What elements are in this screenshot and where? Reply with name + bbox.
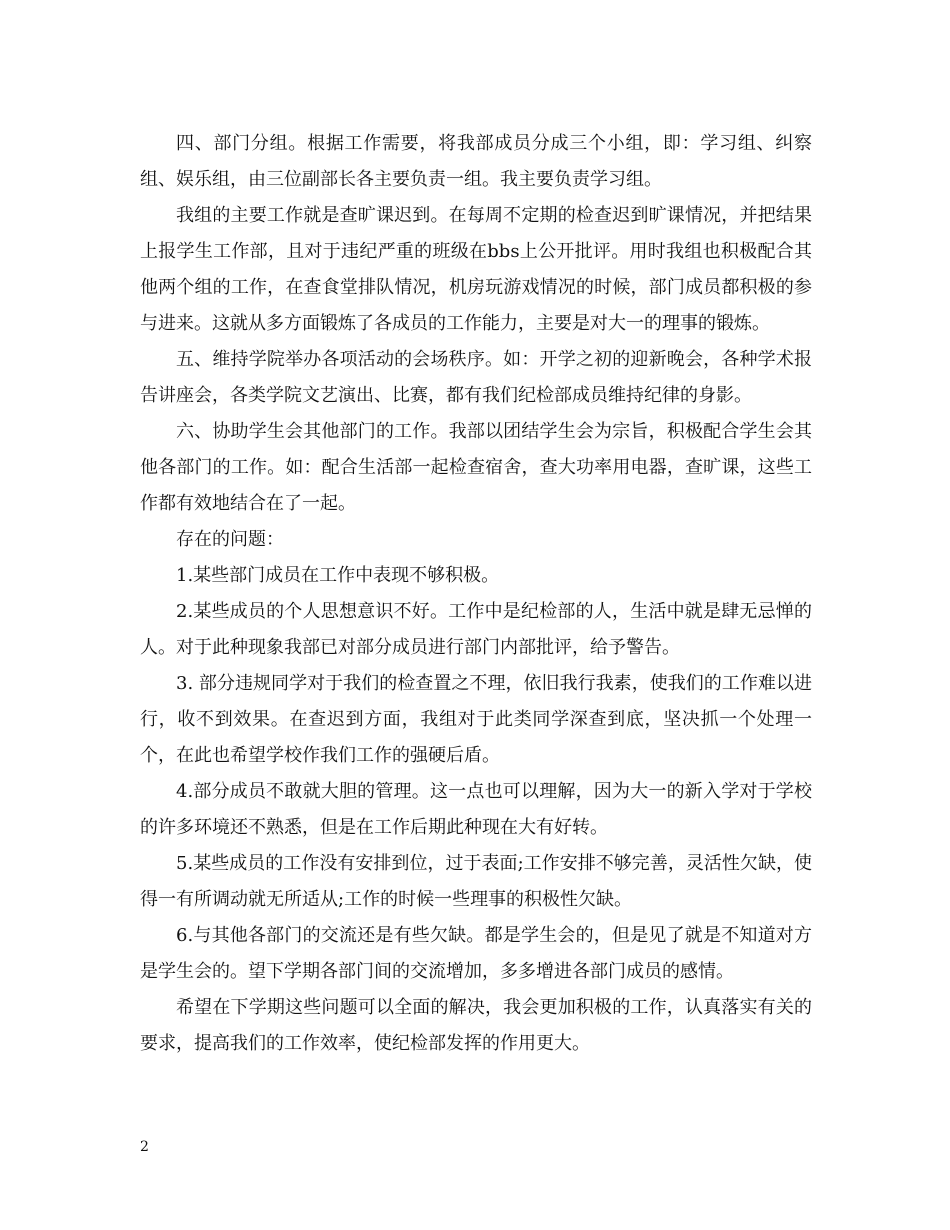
- document-body: [140, 126, 812, 1062]
- paragraph-problems-heading: 存在的问题：: [176, 529, 284, 550]
- paragraph-department-groups: 四、部门分组。根据工作需要，将我部成员分成三个小组，即：学习组、纠察组、娱乐组，由三位副部长各主要负责一组。我主要负责学习组。: [140, 133, 812, 190]
- page-number: 2: [140, 1139, 149, 1155]
- paragraph-problem-6: 6.与其他各部门的交流还是有些欠缺。都是学生会的，但是见了就是不知道对方是学生会的。望下学期各部门间的交流增加，多多增进各部门成员的感情。: [140, 925, 812, 982]
- paragraph-conclusion: 希望在下学期这些问题可以全面的解决，我会更加积极的工作，认真落实有关的要求，提高我们的工作效率，使纪检部发挥的作用更大。: [140, 997, 812, 1054]
- paragraph-problem-2: 2.某些成员的个人思想意识不好。工作中是纪检部的人，生活中就是肆无忌惮的人。对于此种现象我部已对部分成员进行部门内部批评，给予警告。: [140, 601, 812, 658]
- paragraph-problem-3: 3. 部分违规同学对于我们的检查置之不理，依旧我行我素，使我们的工作难以进行，收不到效果。在查迟到方面，我组对于此类同学深查到底，坚决抓一个处理一个，在此也希望学校作我们工作的强硬后盾。: [140, 673, 812, 766]
- paragraph-study-group-work: 我组的主要工作就是查旷课迟到。在每周不定期的检查迟到旷课情况，并把结果上报学生工作部，且对于违纪严重的班级在bbs上公开批评。用时我组也积极配合其他两个组的工作，在查食堂排队情况，机房玩游戏情况的时候，部门成员都积极的参与进来。这就从多方面锻炼了各成员的工作能力，主要是对大一的理事的锻炼。: [140, 205, 812, 334]
- paragraph-event-order: 五、维持学院举办各项活动的会场秩序。如：开学之初的迎新晚会，各种学术报告讲座会，各类学院文艺演出、比赛，都有我们纪检部成员维持纪律的身影。: [140, 349, 812, 406]
- paragraph-problem-4: 4.部分成员不敢就大胆的管理。这一点也可以理解，因为大一的新入学对于学校的许多环境还不熟悉，但是在工作后期此种现在大有好转。: [140, 781, 812, 838]
- paragraph-assist-other-departments: 六、协助学生会其他部门的工作。我部以团结学生会为宗旨，积极配合学生会其他各部门的工作。如：配合生活部一起检查宿舍，查大功率用电器，查旷课，这些工作都有效地结合在了一起。: [140, 421, 812, 514]
- paragraph-problem-5: 5.某些成员的工作没有安排到位，过于表面;工作安排不够完善，灵活性欠缺，使得一有所调动就无所适从;工作的时候一些理事的积极性欠缺。: [140, 853, 812, 910]
- paragraph-problem-1: 1.某些部门成员在工作中表现不够积极。: [176, 565, 500, 586]
